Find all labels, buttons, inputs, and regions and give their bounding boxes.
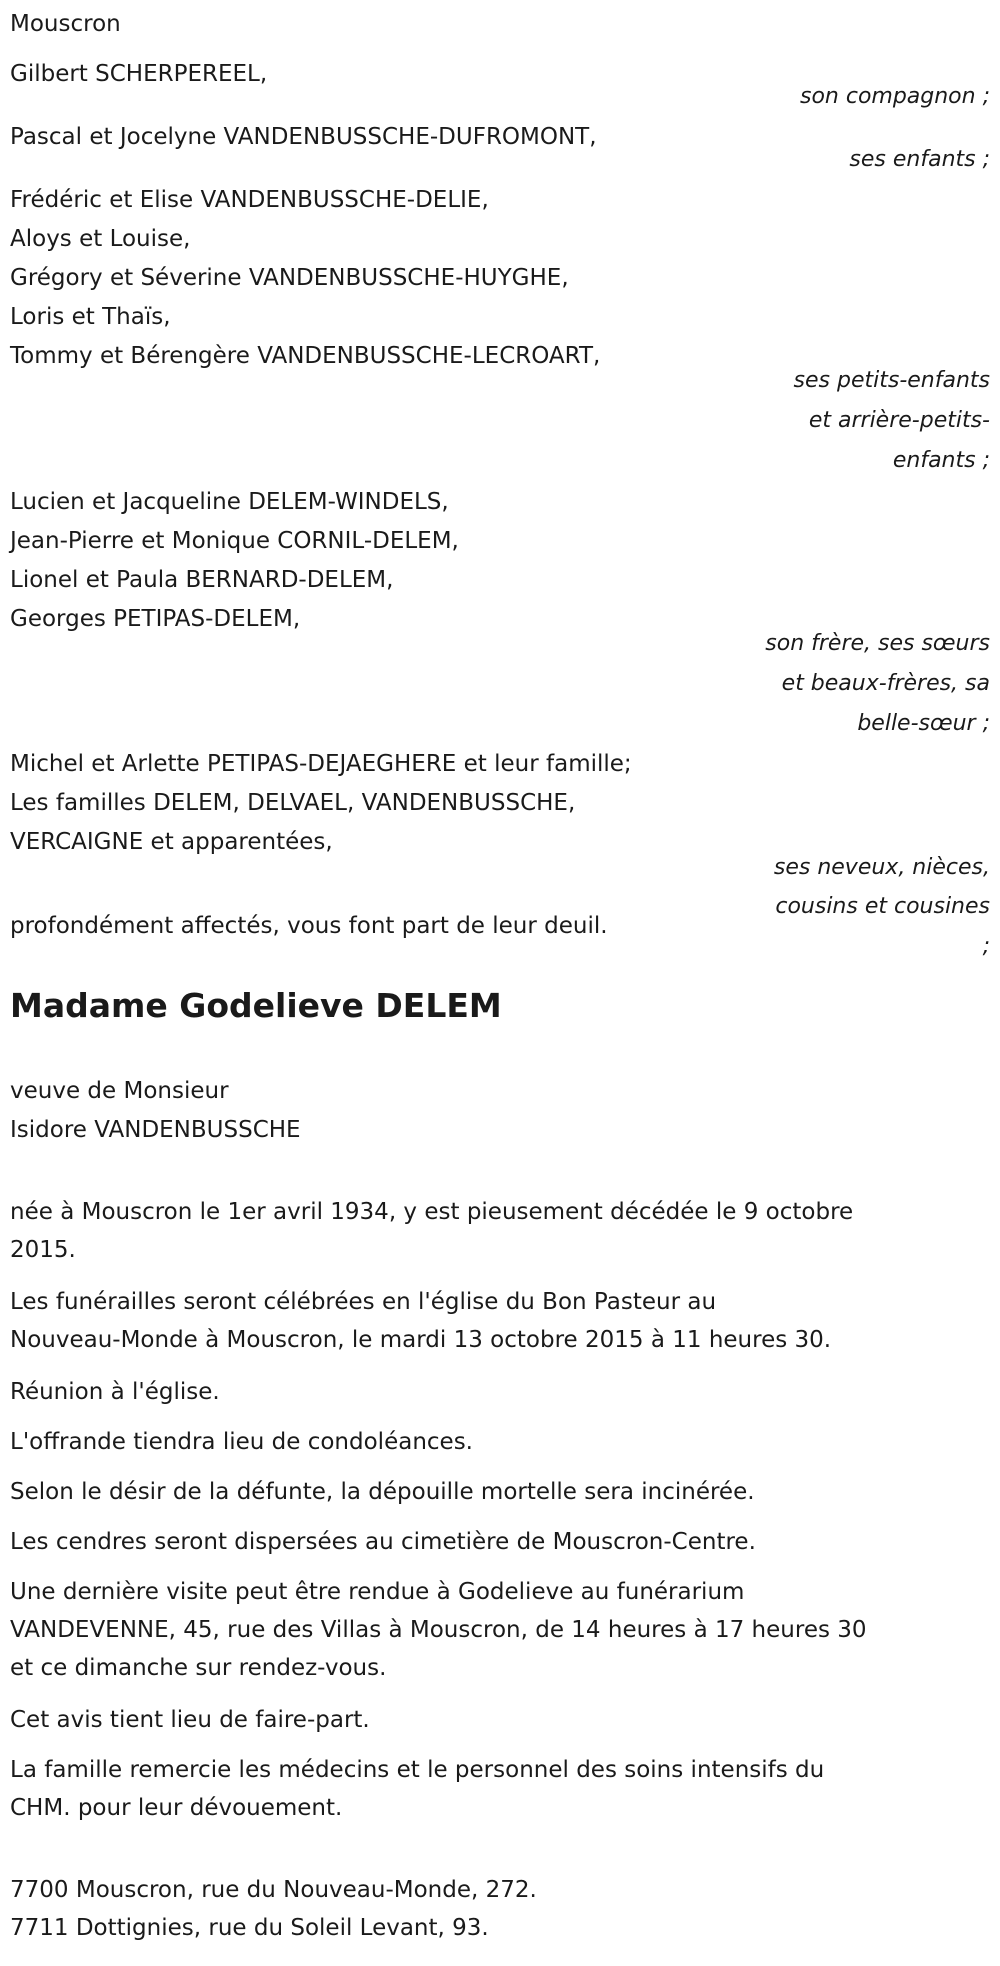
family-line: Lucien et Jacqueline DELEM-WINDELS, [10,489,449,515]
paragraph-line: 2015. [10,1237,76,1263]
family-line: Les familles DELEM, DELVAEL, VANDENBUSSCHE, [10,790,576,816]
family-line: Jean-Pierre et Monique CORNIL-DELEM, [10,528,459,554]
family-line: Loris et Thaïs, [10,304,171,330]
widow-line: Isidore VANDENBUSSCHE [10,1117,301,1143]
paragraph-line: VANDEVENNE, 45, rue des Villas à Mouscron, de 14 heures à 17 heures 30 [10,1617,867,1643]
paragraph-line: née à Mouscron le 1er avril 1934, y est pieusement décédée le 9 octobre [10,1199,854,1225]
family-line: Georges PETIPAS-DELEM, [10,606,301,632]
address-line: 7700 Mouscron, rue du Nouveau-Monde, 272. [10,1877,537,1903]
relation-line: et beaux-frères, sa [781,671,990,696]
address-line: 7711 Dottignies, rue du Soleil Levant, 93. [10,1915,489,1941]
family-line: Grégory et Séverine VANDENBUSSCHE-HUYGHE, [10,265,569,291]
announcement-text: profondément affectés, vous font part de leur deuil. [10,913,608,939]
paragraph-line: La famille remercie les médecins et le personnel des soins intensifs du [10,1757,825,1783]
place-header: Mouscron [10,11,121,37]
paragraph-line: Une dernière visite peut être rendue à Godelieve au funérarium [10,1579,745,1605]
widow-line: veuve de Monsieur [10,1078,229,1104]
relation-line: enfants ; [892,448,990,473]
paragraph-line: Cet avis tient lieu de faire-part. [10,1707,370,1733]
relation-line: son frère, ses sœurs [765,631,990,656]
relation-line: et arrière-petits- [808,408,990,433]
paragraph-line: Réunion à l'église. [10,1379,220,1405]
paragraph-line: Les cendres seront dispersées au cimetière de Mouscron-Centre. [10,1529,756,1555]
family-line: Lionel et Paula BERNARD-DELEM, [10,567,394,593]
family-line: Frédéric et Elise VANDENBUSSCHE-DELIE, [10,187,489,213]
family-line: Tommy et Bérengère VANDENBUSSCHE-LECROART, [10,343,601,369]
family-line: Pascal et Jocelyne VANDENBUSSCHE-DUFROMONT, [10,124,597,150]
paragraph-line: CHM. pour leur dévouement. [10,1795,343,1821]
paragraph-line: et ce dimanche sur rendez-vous. [10,1655,387,1681]
family-line: Michel et Arlette PETIPAS-DEJAEGHERE et leur famille; [10,751,632,777]
paragraph-line: L'offrande tiendra lieu de condoléances. [10,1429,473,1455]
relation-line: ses enfants ; [849,147,990,172]
relation-line: belle-sœur ; [857,711,990,736]
family-line: VERCAIGNE et apparentées, [10,829,333,855]
deceased-name: Madame Godelieve DELEM [10,986,502,1025]
paragraph-line: Nouveau-Monde à Mouscron, le mardi 13 octobre 2015 à 11 heures 30. [10,1327,832,1353]
family-line: Gilbert SCHERPEREEL, [10,61,268,87]
relation-line: ses petits-enfants [793,368,990,393]
relation-line: son compagnon ; [799,84,990,109]
paragraph-line: Selon le désir de la défunte, la dépouille mortelle sera incinérée. [10,1479,755,1505]
family-line: Aloys et Louise, [10,226,191,252]
paragraph-line: Les funérailles seront célébrées en l'église du Bon Pasteur au [10,1289,717,1315]
relation-line: ses neveux, nièces, [773,855,990,880]
relation-line: ; [982,934,990,959]
relation-line: cousins et cousines [775,894,990,919]
